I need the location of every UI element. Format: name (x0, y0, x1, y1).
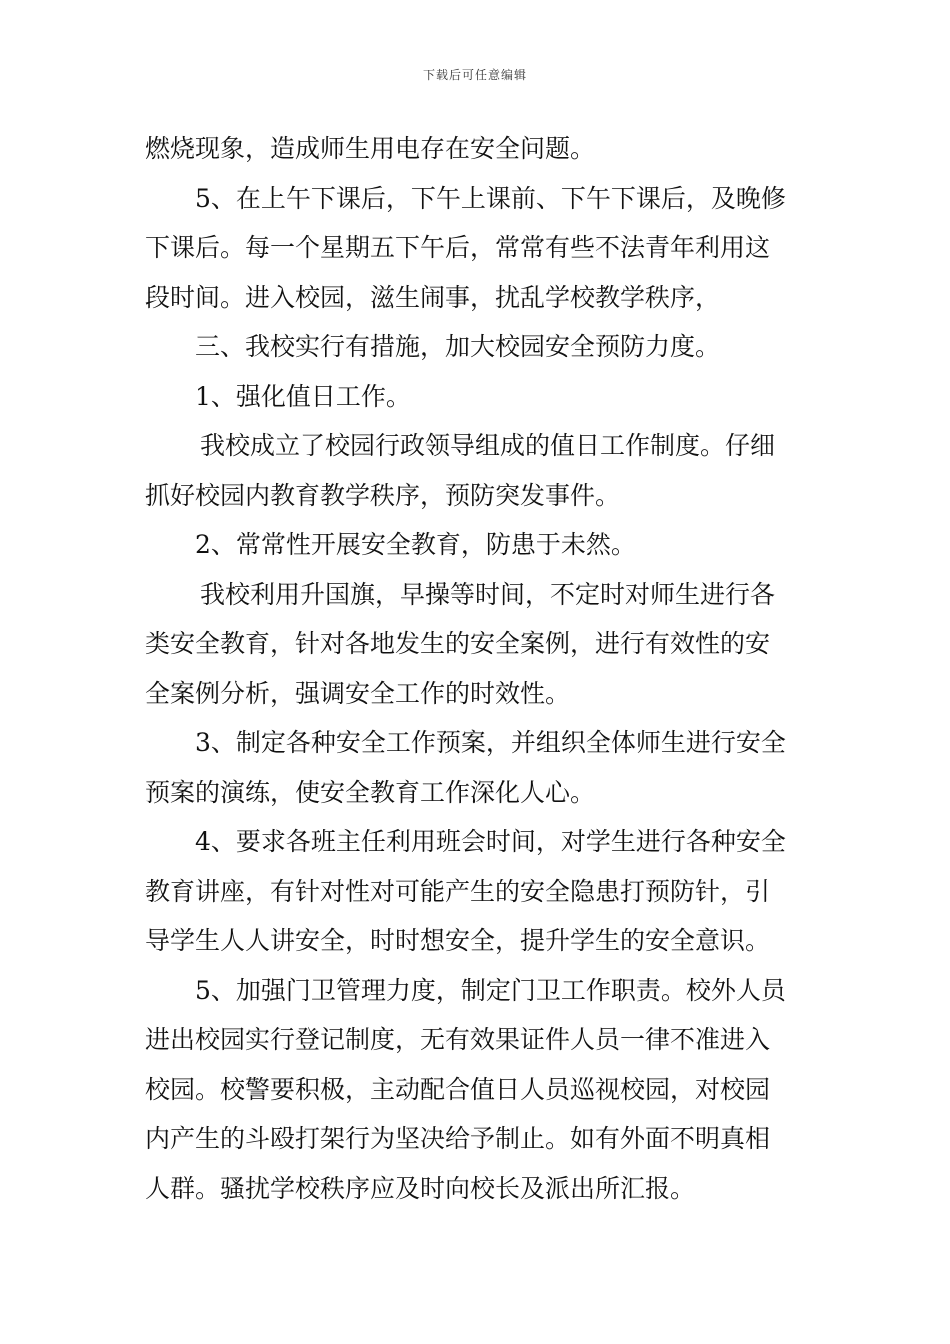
text-line: 3、制定各种安全工作预案，并组织全体师生进行安全 (195, 728, 786, 757)
text-line: 我校成立了校园行政领导组成的值日工作制度。仔细 (200, 431, 776, 460)
subsection-heading: 1、强化值日工作。 (195, 381, 411, 411)
text-line: 类安全教育，针对各地发生的安全案例，进行有效性的安 (145, 629, 771, 658)
text-line: 我校利用升国旗，早操等时间，不定时对师生进行各 (200, 579, 776, 609)
text-line: 教育讲座，有针对性对可能产生的安全隐患打预防针，引 (145, 876, 771, 906)
section-heading: 三、我校实行有措施，加大校园安全预防力度。 (195, 332, 721, 361)
text-line: 4、要求各班主任利用班会时间，对学生进行各种安全 (195, 827, 786, 856)
text-line: 进出校园实行登记制度，无有效果证件人员一律不准进入 (145, 1025, 771, 1054)
text-line: 5、加强门卫管理力度，制定门卫工作职责。校外人员 (195, 975, 786, 1005)
page-header: 下载后可任意编辑 (422, 68, 527, 82)
text-line: 抓好校园内教育教学秩序，预防突发事件。 (145, 480, 621, 510)
text-line: 下课后。每一个星期五下午后，常常有些不法青年利用这 (145, 233, 771, 262)
text-line: 全案例分析，强调安全工作的时效性。 (145, 678, 571, 708)
text-line: 燃烧现象，造成师生用电存在安全问题。 (145, 134, 596, 163)
text-line: 内产生的斗殴打架行为坚决给予制止。如有外面不明真相 (145, 1124, 771, 1153)
text-line: 预案的演练，使安全教育工作深化人心。 (145, 777, 596, 807)
text-line: 人群。骚扰学校秩序应及时向校长及派出所汇报。 (145, 1173, 696, 1203)
document-body (145, 124, 810, 1213)
text-line: 导学生人人讲安全，时时想安全，提升学生的安全意识。 (145, 926, 771, 955)
text-line: 段时间。进入校园，滋生闹事，扰乱学校教学秩序， (145, 282, 721, 312)
text-line: 校园。校警要积极，主动配合值日人员巡视校园，对校园 (145, 1074, 771, 1104)
subsection-heading: 2、常常性开展安全教育，防患于未然。 (195, 530, 636, 559)
text-line: 5、在上午下课后，下午上课前、下午下课后，及晚修 (195, 183, 786, 213)
